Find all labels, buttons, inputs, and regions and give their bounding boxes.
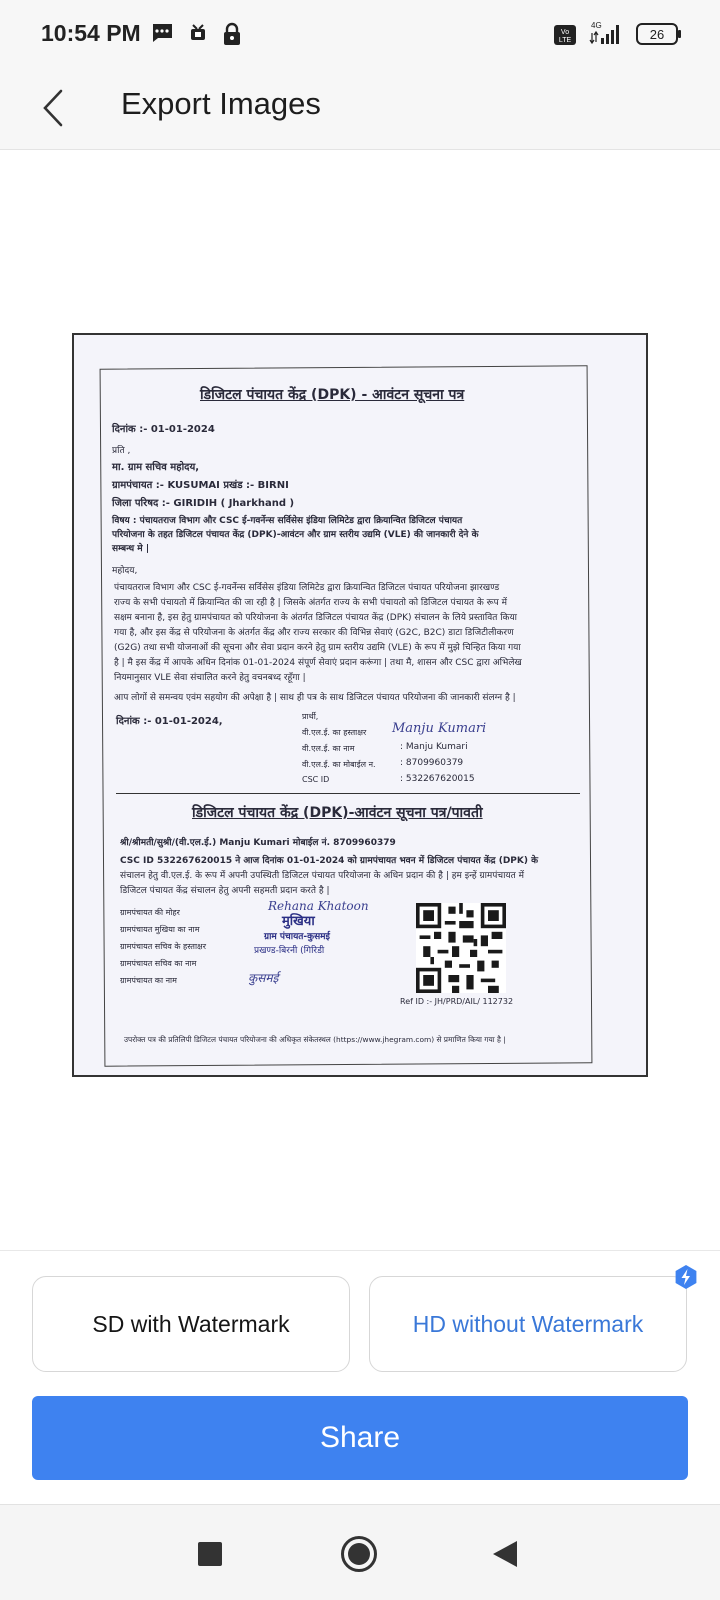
- signal-icon: [588, 20, 624, 51]
- hd-no-watermark-button[interactable]: [369, 1276, 687, 1372]
- doc-body-2: राज्य के सभी पंचायतो में क्रियान्वित की जा रही है | जिसके अंतर्गत राज्य के सभी पंचायतो को डिजिटल पंचायत के रूप में: [114, 598, 508, 608]
- lock-icon: [221, 22, 243, 51]
- share-button[interactable]: [32, 1396, 688, 1480]
- doc-footer: उपरोक्त पत्र की प्रतिलिपी डिजिटल पंचायत परियोजना की अधिकृत संकेतस्थल (https://www.jhegram.com) से प्रमाणित किया गया है |: [124, 1035, 506, 1044]
- doc-sachiv-name-label: ग्रामपंचायत सचिव का नाम: [120, 959, 197, 968]
- doc-title: डिजिटल पंचायत केंद्र (DPK) - आवंटन सूचना पत्र: [200, 387, 465, 403]
- media-icon: [190, 22, 206, 49]
- doc-body-4: गया है, और इस केंद्र से परियोजना के अंतर्गत केंद्र और राज्य सरकार की विभिन्न सेवाएं (G2C, B2C) डाटा डिजिटीलीकरण: [114, 628, 514, 638]
- share-label: Share: [319, 1421, 401, 1454]
- hd-no-watermark-label: HD without Watermark: [412, 1310, 644, 1337]
- doc-stamp-3: प्रखण्ड-बिरनी (गिरिडी: [254, 946, 325, 956]
- doc-stamp-1: मुखिया: [282, 914, 315, 929]
- doc-subject-1: विषय : पंचायतराज विभाग और CSC ई-गवर्नेन्स सर्विसेस इंडिया लिमिटेड द्वारा क्रियान्वित डिजिटल पंचायत: [112, 516, 463, 526]
- network-label: 4G: [591, 21, 602, 30]
- image-preview-area: [0, 150, 720, 1250]
- system-nav-bar: [0, 1504, 720, 1600]
- battery-level: 26: [649, 27, 665, 42]
- page-title: Export Images: [121, 86, 321, 121]
- doc-vle-name: : Manju Kumari: [400, 742, 468, 752]
- doc-divider: [116, 793, 580, 794]
- doc-body-7: नियमानुसार VLE सेवा संचालित करने हेतु वचनबध्द रहूँगा |: [114, 673, 306, 683]
- doc-vle-sign-label: वी.एल.ई. का हस्ताक्षर: [302, 728, 367, 737]
- lightning-badge-icon: [673, 1264, 699, 1290]
- sd-watermark-label: SD with Watermark: [92, 1310, 290, 1337]
- doc-ack-1: श्री/श्रीमती/सुश्री/(वी.एल.ई.) Manju Kumari मोबाईल नं. 8709960379: [120, 838, 396, 848]
- export-options-panel: [0, 1250, 720, 1500]
- doc-prarthi: प्रार्थी,: [302, 712, 319, 721]
- doc-date-2: दिनांक :- 01-01-2024,: [116, 716, 223, 727]
- doc-sachiv: मा. ग्राम सचिव महोदय,: [112, 462, 200, 473]
- doc-gram-panchayat: ग्रामपंचायत :- KUSUMAI प्रखंड :- BIRNI: [112, 480, 289, 491]
- doc-prati: प्रति ,: [112, 446, 131, 456]
- doc-date: दिनांक :- 01-01-2024: [112, 424, 215, 435]
- back-nav-button[interactable]: [480, 1529, 530, 1579]
- doc-seal-label: ग्रामपंचायत की मोहर: [120, 908, 180, 917]
- doc-csc-label: CSC ID: [302, 775, 330, 784]
- status-bar: [0, 0, 720, 68]
- doc-mahoday: महोदय,: [112, 566, 138, 576]
- battery-icon: [636, 22, 682, 51]
- doc-vle-mobile-label: वी.एल.ई. का मोबाईल न.: [302, 760, 376, 769]
- volte-icon: [553, 24, 577, 51]
- app-bar: [0, 68, 720, 150]
- square-icon: [197, 1541, 223, 1567]
- doc-subject-2: परियोजना के तहत डिजिटल पंचायत केंद्र (DPK)-आवंटन और ग्राम स्तरीय उद्यमि (VLE) की जानकारी देने के: [112, 530, 479, 540]
- doc-body-1: पंचायतराज विभाग और CSC ई-गवर्नेन्स सर्विसेस इंडिया लिमिटेड द्वारा क्रियान्वित डिजिटल पंचायत परियोजना झारखण्ड: [114, 583, 500, 593]
- qr-code: [416, 903, 506, 993]
- doc-ref-id: Ref ID :- JH/PRD/AIL/ 112732: [400, 997, 514, 1006]
- doc-body-8: आप लोगों से समन्वय एवंम सहयोग की अपेक्षा है | साथ ही पत्र के साथ डिजिटल पंचायत परियोजना की जानकारी संलग्न है |: [114, 693, 516, 703]
- doc-csc-value: : 532267620015: [400, 774, 475, 784]
- circle-home-icon: [340, 1535, 378, 1573]
- chevron-left-icon: [42, 89, 64, 127]
- doc-vle-signature: Manju Kumari: [392, 721, 487, 736]
- doc-district: जिला परिषद :- GIRIDIH ( Jharkhand ): [112, 498, 295, 509]
- svg-text:Vo: Vo: [560, 29, 570, 36]
- doc-ack-2: CSC ID 532267620015 ने आज दिनांक 01-01-2024 को ग्रामपंचायत भवन में डिजिटल पंचायत केंद्र (DPK) के: [120, 856, 539, 866]
- doc-vle-name-label: वी.एल.ई. का नाम: [302, 744, 355, 753]
- doc-subject-3: सम्बन्ध मे |: [112, 544, 150, 554]
- svg-text:LTE: LTE: [558, 37, 572, 44]
- doc-title-2: डिजिटल पंचायत केंद्र (DPK)-आवंटन सूचना पत्र/पावती: [192, 805, 483, 821]
- doc-sachiv-sign-label: ग्रामपंचायत सचिव के हस्ताक्षर: [120, 942, 207, 951]
- doc-mukhiya-signature: Rehana Khatoon: [268, 899, 369, 913]
- doc-gp-name-label: ग्रामपंचायत का नाम: [120, 976, 177, 985]
- doc-mukhiya-label: ग्रामपंचायत मुखिया का नाम: [120, 925, 200, 934]
- doc-stamp-2: ग्राम पंचायत-कुसमई: [264, 932, 330, 942]
- triangle-back-icon: [491, 1539, 519, 1569]
- doc-ack-3: संचालन हेतु वी.एल.ई. के रूप में अपनी उपस्थिती डिजिटल पंचायत परियोजना के अधिन प्रदान की है | हम इन्हें ग्रामपंचायत में: [120, 871, 525, 881]
- status-time: 10:54 PM: [41, 20, 141, 46]
- doc-ack-4: डिजिटल पंचायत केंद्र संचालन हेतु अपनी सहमती प्रदान करते है |: [120, 886, 330, 896]
- message-icon: [150, 22, 174, 49]
- back-button[interactable]: [28, 80, 78, 136]
- doc-body-3: सक्षम बनाना है, इस हेतु ग्रामपंचायत को परियोजना के अंतर्गत डिजिटल पंचायत केंद्र (DPK) संचालन के लिये प्रस्तावित किया: [114, 613, 518, 623]
- doc-vle-mobile: : 8709960379: [400, 758, 464, 768]
- document-image[interactable]: [72, 333, 648, 1077]
- doc-body-5: (G2G) तथा सभी योजनाओं की सूचना और सेवा प्रदान करने हेतु ग्राम स्तरीय उद्यमि (VLE) के रूप में मुझे चिन्हित किया गया: [114, 643, 521, 653]
- doc-gp-name-handwritten: कुसमई: [248, 971, 279, 985]
- recents-button[interactable]: [185, 1529, 235, 1579]
- home-button[interactable]: [334, 1529, 384, 1579]
- sd-watermark-button[interactable]: [32, 1276, 350, 1372]
- doc-body-6: है | मै इस केंद्र में आपके अधिन दिनांक 01-01-2024 संपूर्ण सेवाएं प्रदान करूंगा | तथा मै, शासन और CSC द्वारा अभिलेख: [114, 658, 522, 668]
